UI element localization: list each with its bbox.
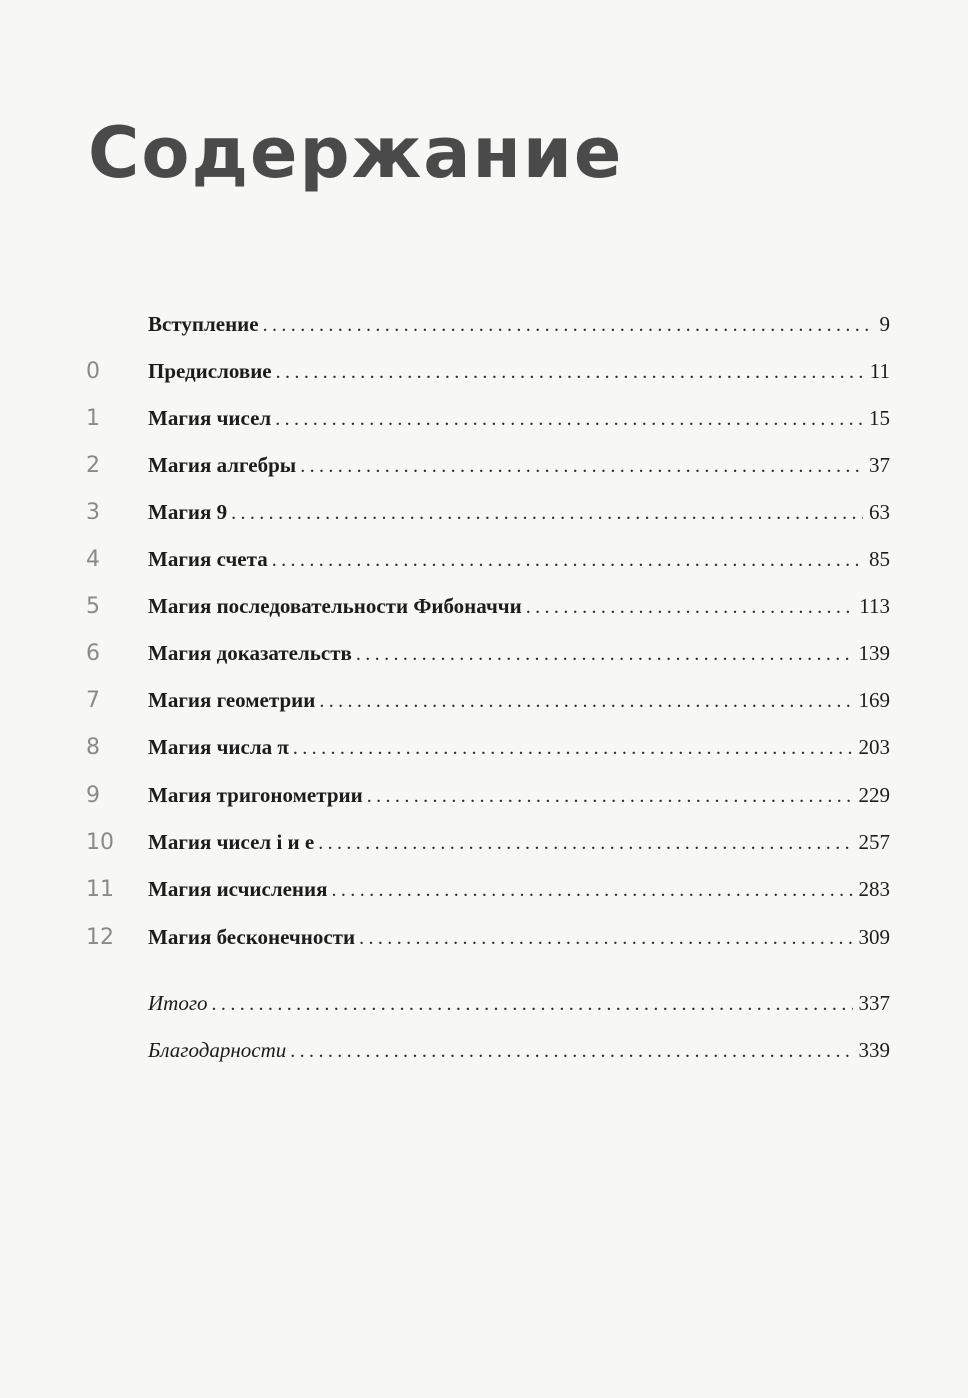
toc-entry [86,783,890,817]
chapter-title: Благодарности [148,1038,287,1062]
toc-entry [86,547,890,581]
page-number: 229 [858,783,890,807]
page-number: 339 [858,1038,890,1062]
chapter-number: 8 [86,735,100,760]
page-number: 169 [858,688,890,712]
chapter-number: 2 [86,453,100,478]
toc-entry [86,312,890,346]
chapter-title: Магия тригонометрии [148,783,363,807]
chapter-title: Магия бесконечности [148,925,356,949]
toc-entry [86,500,890,534]
dot-leader [212,993,853,1016]
chapter-number: 6 [86,641,100,666]
chapter-title: Вступление [148,312,259,336]
chapter-title: Магия алгебры [148,453,297,477]
toc-entry [86,688,890,722]
dot-leader [367,785,853,808]
chapter-number: 4 [86,547,100,572]
toc-entry [86,453,890,487]
chapter-number: 11 [86,877,114,902]
page-number: 9 [879,312,890,336]
toc-entry [86,406,890,440]
page-number: 309 [858,925,890,949]
page-number: 15 [869,406,890,430]
chapter-title: Магия чисел i и e [148,830,315,854]
page-number: 257 [858,830,890,854]
toc-entry [86,830,890,864]
chapter-title: Магия чисел [148,406,272,430]
toc-entry [86,991,890,1025]
dot-leader [319,690,852,713]
dot-leader [293,737,853,760]
chapter-number: 1 [86,406,100,431]
dot-leader [356,643,853,666]
chapter-title: Магия исчисления [148,877,328,901]
page-number: 139 [858,641,890,665]
dot-leader [275,408,863,431]
dot-leader [290,1040,852,1063]
chapter-title: Предисловие [148,359,272,383]
dot-leader [272,549,863,572]
dot-leader [263,314,874,337]
toc-entry [86,1038,890,1072]
toc-entry [86,877,890,911]
toc-entry [86,735,890,769]
chapter-number: 7 [86,688,100,713]
chapter-title: Итого [148,991,208,1015]
dot-leader [276,361,864,384]
chapter-title: Магия 9 [148,500,228,524]
chapter-title: Магия счета [148,547,268,571]
page-number: 337 [858,991,890,1015]
dot-leader [359,927,852,950]
dot-leader [231,502,863,525]
page-number: 283 [858,877,890,901]
chapter-number: 5 [86,594,100,619]
chapter-number: 0 [86,359,100,384]
toc-entry [86,925,890,959]
chapter-number: 10 [86,830,114,855]
page-number: 113 [859,594,890,618]
dot-leader [332,879,853,902]
page-number: 37 [869,453,890,477]
chapter-title: Магия геометрии [148,688,316,712]
chapter-number: 3 [86,500,100,525]
toc-entry [86,359,890,393]
toc-entry [86,641,890,675]
toc-entry [86,594,890,628]
page-number: 203 [858,735,890,759]
page-number: 11 [869,359,890,383]
chapter-title: Магия числа π [148,735,289,759]
dot-leader [318,832,852,855]
page-title: Содержание [88,112,624,194]
page-number: 63 [869,500,890,524]
chapter-number: 12 [86,925,114,950]
chapter-title: Магия доказательств [148,641,352,665]
page-number: 85 [869,547,890,571]
dot-leader [300,455,863,478]
chapter-title: Магия последовательности Фибоначчи [148,594,522,618]
dot-leader [526,596,854,619]
chapter-number: 9 [86,783,100,808]
